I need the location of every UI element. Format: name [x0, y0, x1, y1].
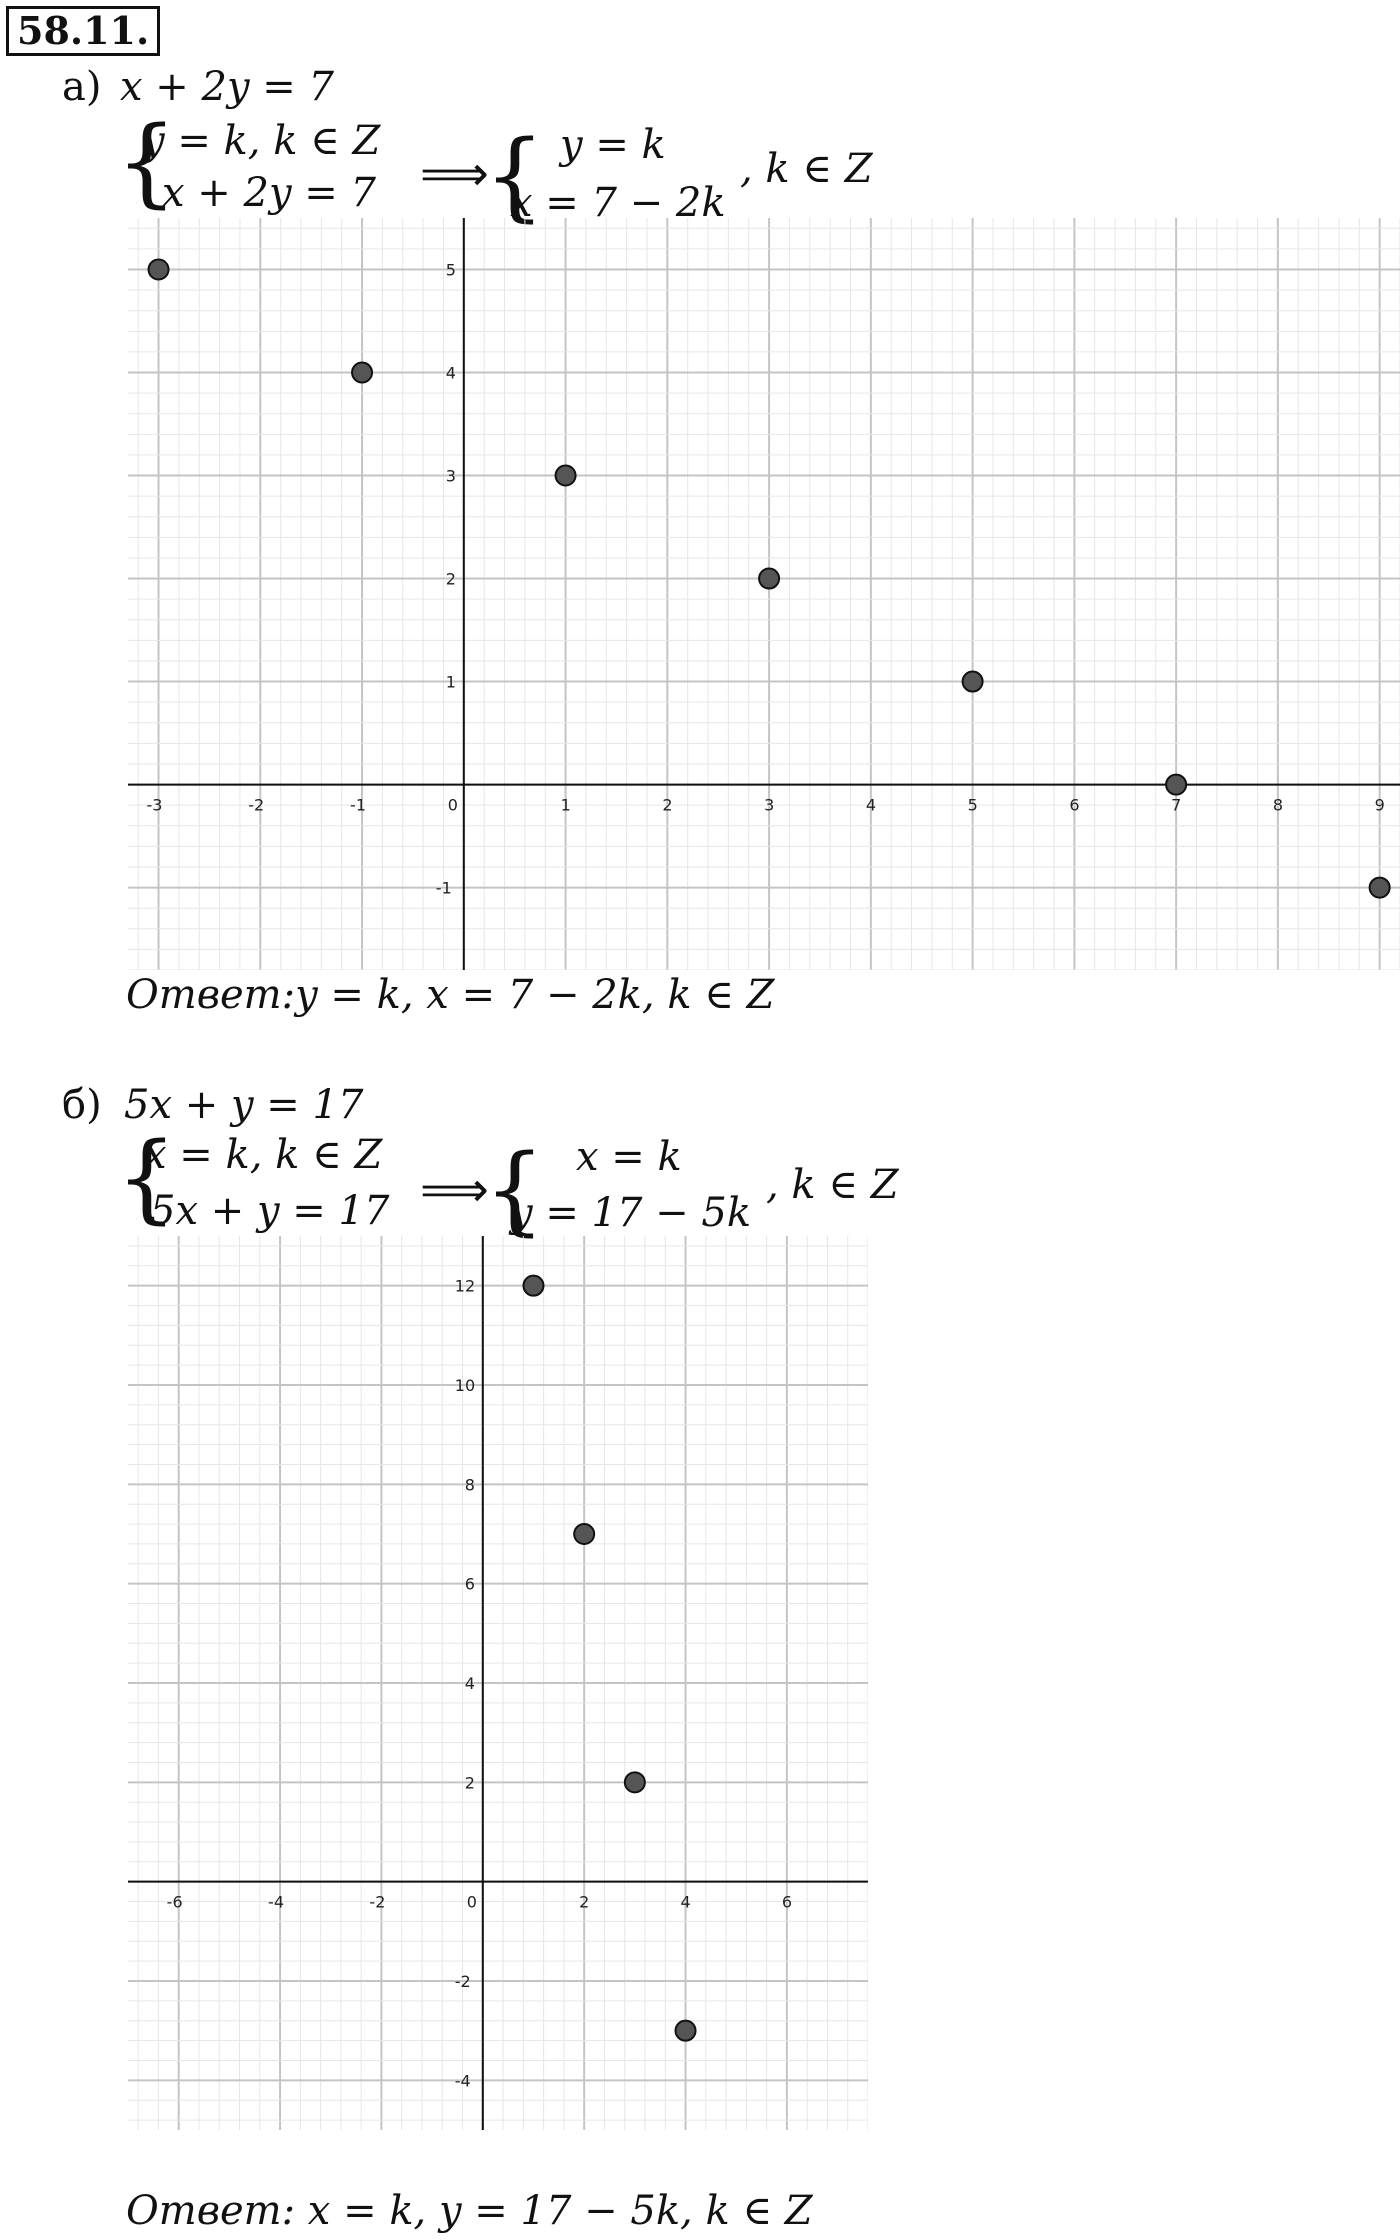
- data-point: [556, 466, 576, 486]
- part-a-answer: [126, 972, 774, 1018]
- part-b-system-left-2: 5x + y = 17: [150, 1188, 390, 1234]
- part-a-answer-prefix: Ответ:: [126, 972, 296, 1018]
- part-b-answer-text: x = k, y = 17 − 5k, k ∈ Z: [295, 2188, 813, 2234]
- part-a-system-left-1: y = k, k ∈ Z: [142, 118, 381, 164]
- y-tick-label: 3: [445, 466, 456, 486]
- x-tick-label: -4: [268, 1892, 285, 1912]
- y-tick-label: 2: [464, 1773, 475, 1793]
- part-b-answer: [126, 2188, 813, 2234]
- part-b-equation: 5x + y = 17: [124, 1082, 364, 1128]
- y-tick-label: 1: [445, 672, 456, 692]
- part-b-right-brace: {: [484, 1134, 546, 1246]
- y-tick-label: 10: [454, 1376, 476, 1395]
- part-b-system-right-1: x = k: [576, 1134, 682, 1180]
- x-tick-label: 0: [466, 1892, 477, 1912]
- x-tick-label: -6: [166, 1892, 183, 1912]
- part-a-equation: x + 2y = 7: [120, 64, 334, 110]
- part-b-answer-prefix: Ответ:: [126, 2188, 296, 2234]
- x-tick-label: -2: [369, 1892, 386, 1912]
- y-tick-label: 2: [445, 569, 456, 589]
- part-a-right-brace: {: [484, 120, 546, 232]
- part-a-label: а): [62, 64, 102, 110]
- part-b-system-right-suffix: , k ∈ Z: [766, 1162, 899, 1208]
- part-a-arrow: ⟹: [420, 146, 489, 202]
- part-a-system-right-suffix: , k ∈ Z: [740, 146, 873, 192]
- part-a-system-left-2: x + 2y = 7: [162, 170, 376, 216]
- x-tick-label: 7: [1171, 795, 1182, 815]
- grid: [128, 218, 1400, 970]
- data-point: [759, 569, 779, 589]
- x-tick-label: 6: [781, 1892, 793, 1912]
- y-tick-label: 8: [464, 1475, 475, 1495]
- x-tick-label: 5: [967, 795, 978, 815]
- grid: [128, 1236, 868, 2130]
- x-tick-label: -2: [248, 795, 265, 815]
- part-b-system-right-2: y = 17 − 5k: [510, 1190, 752, 1236]
- x-tick-label: 3: [764, 795, 775, 815]
- x-tick-label: 0: [447, 795, 458, 815]
- data-point: [149, 260, 169, 280]
- data-point: [1166, 775, 1186, 795]
- part-a-answer-text: y = k, x = 7 − 2k, k ∈ Z: [295, 972, 775, 1018]
- data-point: [1370, 878, 1390, 898]
- y-tick-label: 5: [445, 260, 456, 280]
- part-b-label: б): [62, 1082, 102, 1128]
- y-tick-label: -2: [454, 1972, 471, 1991]
- data-point: [574, 1524, 594, 1544]
- x-tick-label: 6: [1069, 795, 1080, 815]
- chart-b: [128, 1236, 868, 2130]
- y-tick-label: 4: [464, 1674, 475, 1693]
- y-tick-label: 6: [464, 1574, 475, 1594]
- y-tick-label: -1: [435, 878, 452, 898]
- x-tick-label: 4: [865, 795, 877, 815]
- x-tick-label: 2: [579, 1892, 590, 1912]
- x-tick-label: -3: [146, 795, 163, 815]
- chart-a: [128, 218, 1400, 970]
- x-tick-label: 2: [662, 795, 673, 815]
- part-b-arrow: ⟹: [420, 1162, 489, 1218]
- y-tick-label: -4: [454, 2071, 471, 2091]
- part-a-system-right-2: x = 7 − 2k: [510, 180, 726, 226]
- y-tick-label: 12: [454, 1276, 476, 1296]
- x-tick-label: 1: [560, 795, 571, 815]
- problem-number: 58.11.: [6, 6, 160, 56]
- part-a-system-right-1: y = k: [560, 122, 666, 168]
- data-point: [625, 1772, 645, 1792]
- data-point: [963, 672, 983, 692]
- part-a-left-brace: {: [116, 106, 178, 218]
- x-tick-label: 9: [1374, 795, 1385, 815]
- y-tick-label: 4: [445, 363, 456, 383]
- data-point: [352, 363, 372, 383]
- x-tick-label: 8: [1272, 795, 1284, 815]
- x-tick-label: 4: [680, 1892, 691, 1912]
- data-point: [523, 1276, 543, 1296]
- part-b-left-brace: {: [116, 1122, 178, 1234]
- part-b-system-left-1: x = k, k ∈ Z: [144, 1132, 383, 1178]
- x-tick-label: -1: [350, 795, 367, 815]
- data-point: [676, 2021, 696, 2041]
